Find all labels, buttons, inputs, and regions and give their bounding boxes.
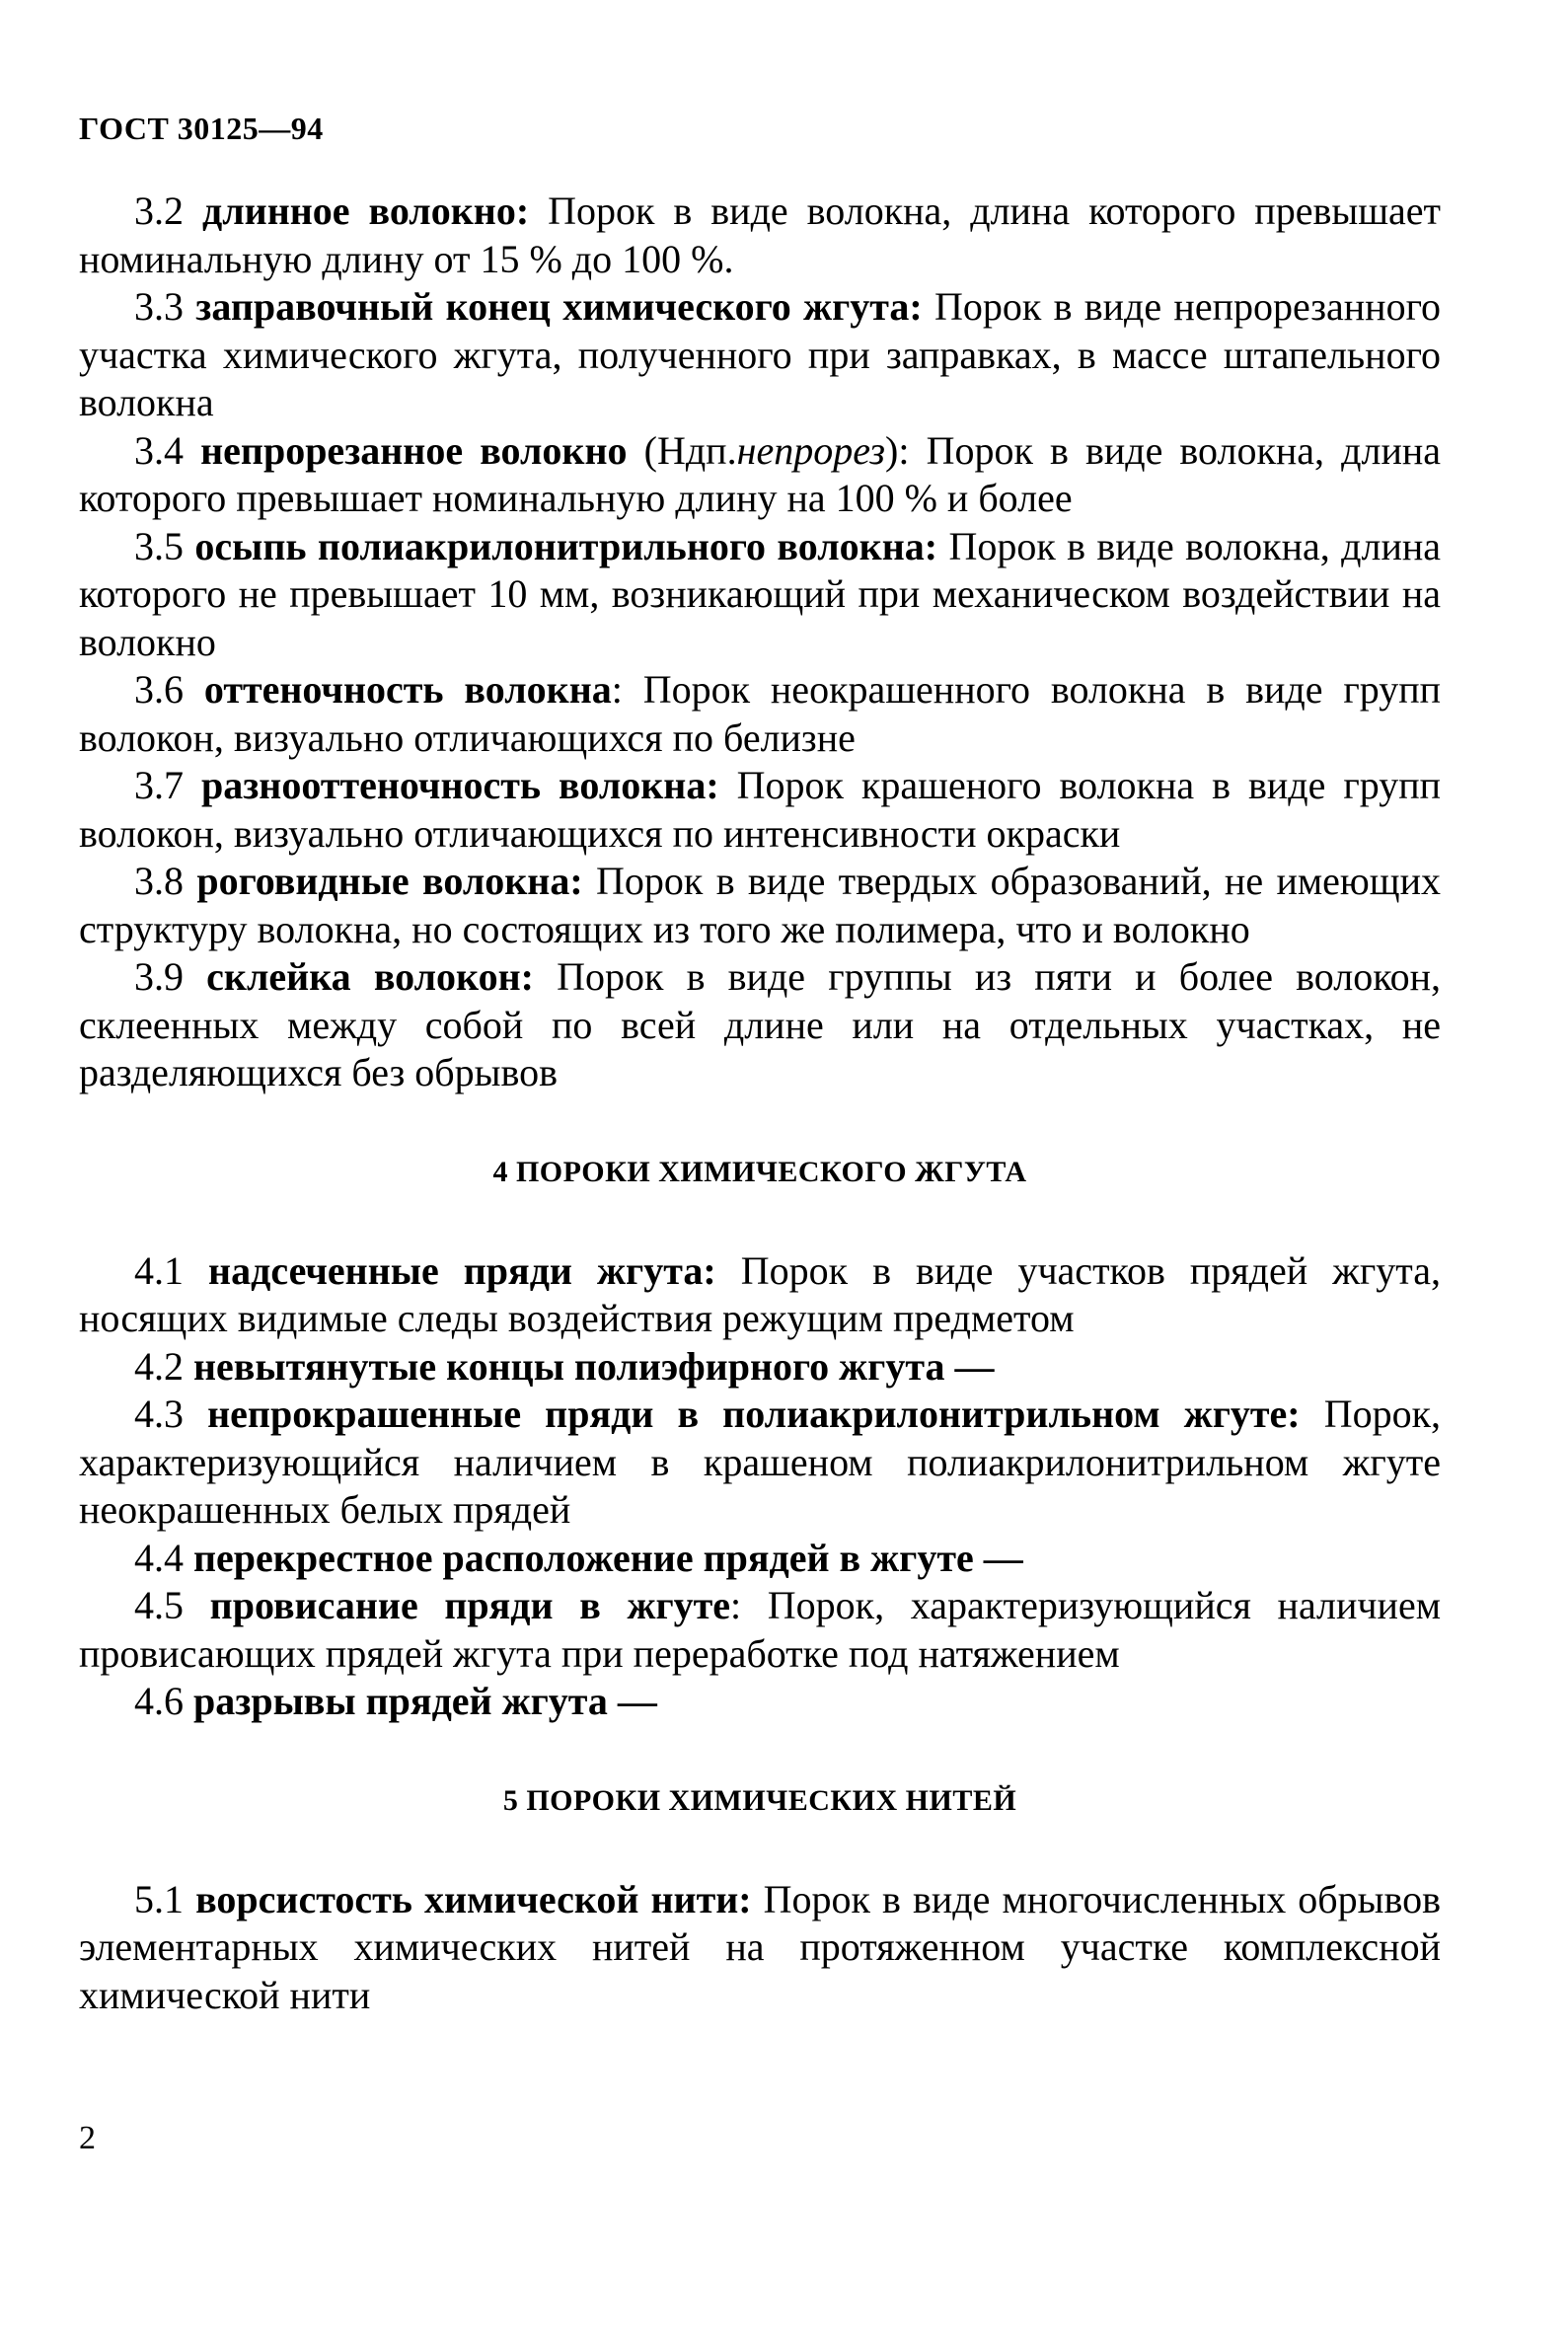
term-name: разрывы прядей жгута — [193,1679,657,1723]
item-number: 5.1 [134,1876,184,1921]
term-name: непрорезанное волокно [200,427,628,473]
term-definition: Порок в виде многочисленных обрывов элементарных химических нитей на протяженном участке комплексной химической нити [79,1876,1442,2017]
term-separator: : [730,1583,742,1627]
term-entry-3-8 [79,858,1441,953]
item-number: 3.9 [134,954,184,999]
term-definition: Порок, характеризующийся наличием в крашеном полиакрилонитрильном жгуте неокрашенных белых прядей [79,1392,1442,1532]
term-entry-4-2 [79,1343,1441,1392]
term-definition: Порок в виде участков прядей жгута, носящих видимые следы воздействия режущим предметом [79,1247,1442,1340]
term-entry-3-7 [79,762,1441,858]
item-number: 3.7 [134,763,184,807]
section-title-5: 5 ПОРОКИ ХИМИЧЕСКИХ НИТЕЙ [502,1783,1017,1817]
term-entry-3-3 [79,283,1441,427]
term-entry-3-6 [79,666,1441,762]
item-number: 3.3 [134,284,184,329]
term-name: надсеченные пряди жгута: [208,1247,716,1293]
deprecated-term: непрорез [736,427,886,473]
item-number: 3.8 [134,859,184,903]
term-entry-3-9 [79,953,1441,1097]
document-header: ГОСТ 30125—94 [79,111,324,146]
term-name: роговидные волокна: [196,859,583,903]
item-number: 4.1 [134,1247,184,1293]
term-entry-4-1 [79,1247,1441,1343]
term-definition: Порок в виде группы из пяти и более волокон, склеенных между собой по всей длине или на отдельных участках, не разделяющихся без обрывов [79,954,1442,1094]
term-entry-5-1 [79,1876,1441,2020]
term-definition: Порок в виде волокна, длина которого превышает номинальную длину от 15 % до 100 %. [79,188,1442,281]
item-number: 4.5 [134,1583,184,1627]
item-number: 3.2 [134,188,184,233]
term-entry-4-4 [79,1535,1441,1583]
deprecated-term-open: (Ндп. [643,427,737,473]
term-entry-4-6 [79,1678,1441,1726]
term-name: невытянутые концы полиэфирного жгута — [193,1343,995,1389]
term-entry-3-4 [79,427,1441,523]
term-definition: Порок неокрашенного волокна в виде групп волокон, визуально отличающихся по белизне [79,667,1442,760]
term-definition: Порок, характеризующийся наличием провисающих прядей жгута при переработке под натяжением [79,1583,1442,1676]
term-name: длинное волокно: [201,188,530,233]
item-number: 4.6 [134,1679,184,1723]
term-name: провисание пряди в жгуте [209,1583,731,1627]
item-number: 3.4 [134,427,184,473]
page-number: 2 [79,2120,96,2156]
deprecated-term-close: ): [885,427,910,473]
term-name: осыпь полиакрилонитрильного волокна: [194,523,938,568]
item-number: 4.2 [134,1343,184,1389]
section-title-4: 4 ПОРОКИ ХИМИЧЕСКОГО ЖГУТА [492,1155,1027,1188]
term-name: склейка волокон: [206,954,534,999]
term-definition: Порок в виде волокна, длина которого превышает номинальную длину на 100 % и более [79,427,1442,520]
term-name: оттеночность волокна [203,667,612,712]
document-body [79,188,1441,2019]
term-definition: Порок в виде волокна, длина которого не превышает 10 мм, возникающий при механическом воздействии на волокно [79,523,1442,664]
term-name: разнооттеночность волокна: [200,763,719,807]
term-entry-3-5 [79,523,1441,667]
item-number: 3.5 [134,523,184,568]
term-name: перекрестное расположение прядей в жгуте — [193,1535,1023,1580]
term-entry-4-3 [79,1391,1441,1535]
term-name: заправочный конец химического жгута: [195,284,923,329]
term-definition: Порок крашеного волокна в виде групп волокон, визуально отличающихся по интенсивности окраски [79,763,1442,856]
term-definition: Порок в виде твердых образований, не имеющих структуру волокна, но состоящих из того же полимера, что и волокно [79,859,1442,951]
term-separator: : [611,667,623,712]
term-entry-4-5 [79,1582,1441,1678]
term-entry-3-2 [79,188,1441,283]
term-name: ворсистость химической нити: [195,1876,752,1921]
term-name: непрокрашенные пряди в полиакрилонитрильном жгуте: [207,1392,1301,1436]
item-number: 3.6 [134,667,184,712]
item-number: 4.4 [134,1535,184,1580]
term-definition: Порок в виде непрорезанного участка химического жгута, полученного при заправках, в массе штапельного волокна [79,284,1442,424]
item-number: 4.3 [134,1392,184,1436]
